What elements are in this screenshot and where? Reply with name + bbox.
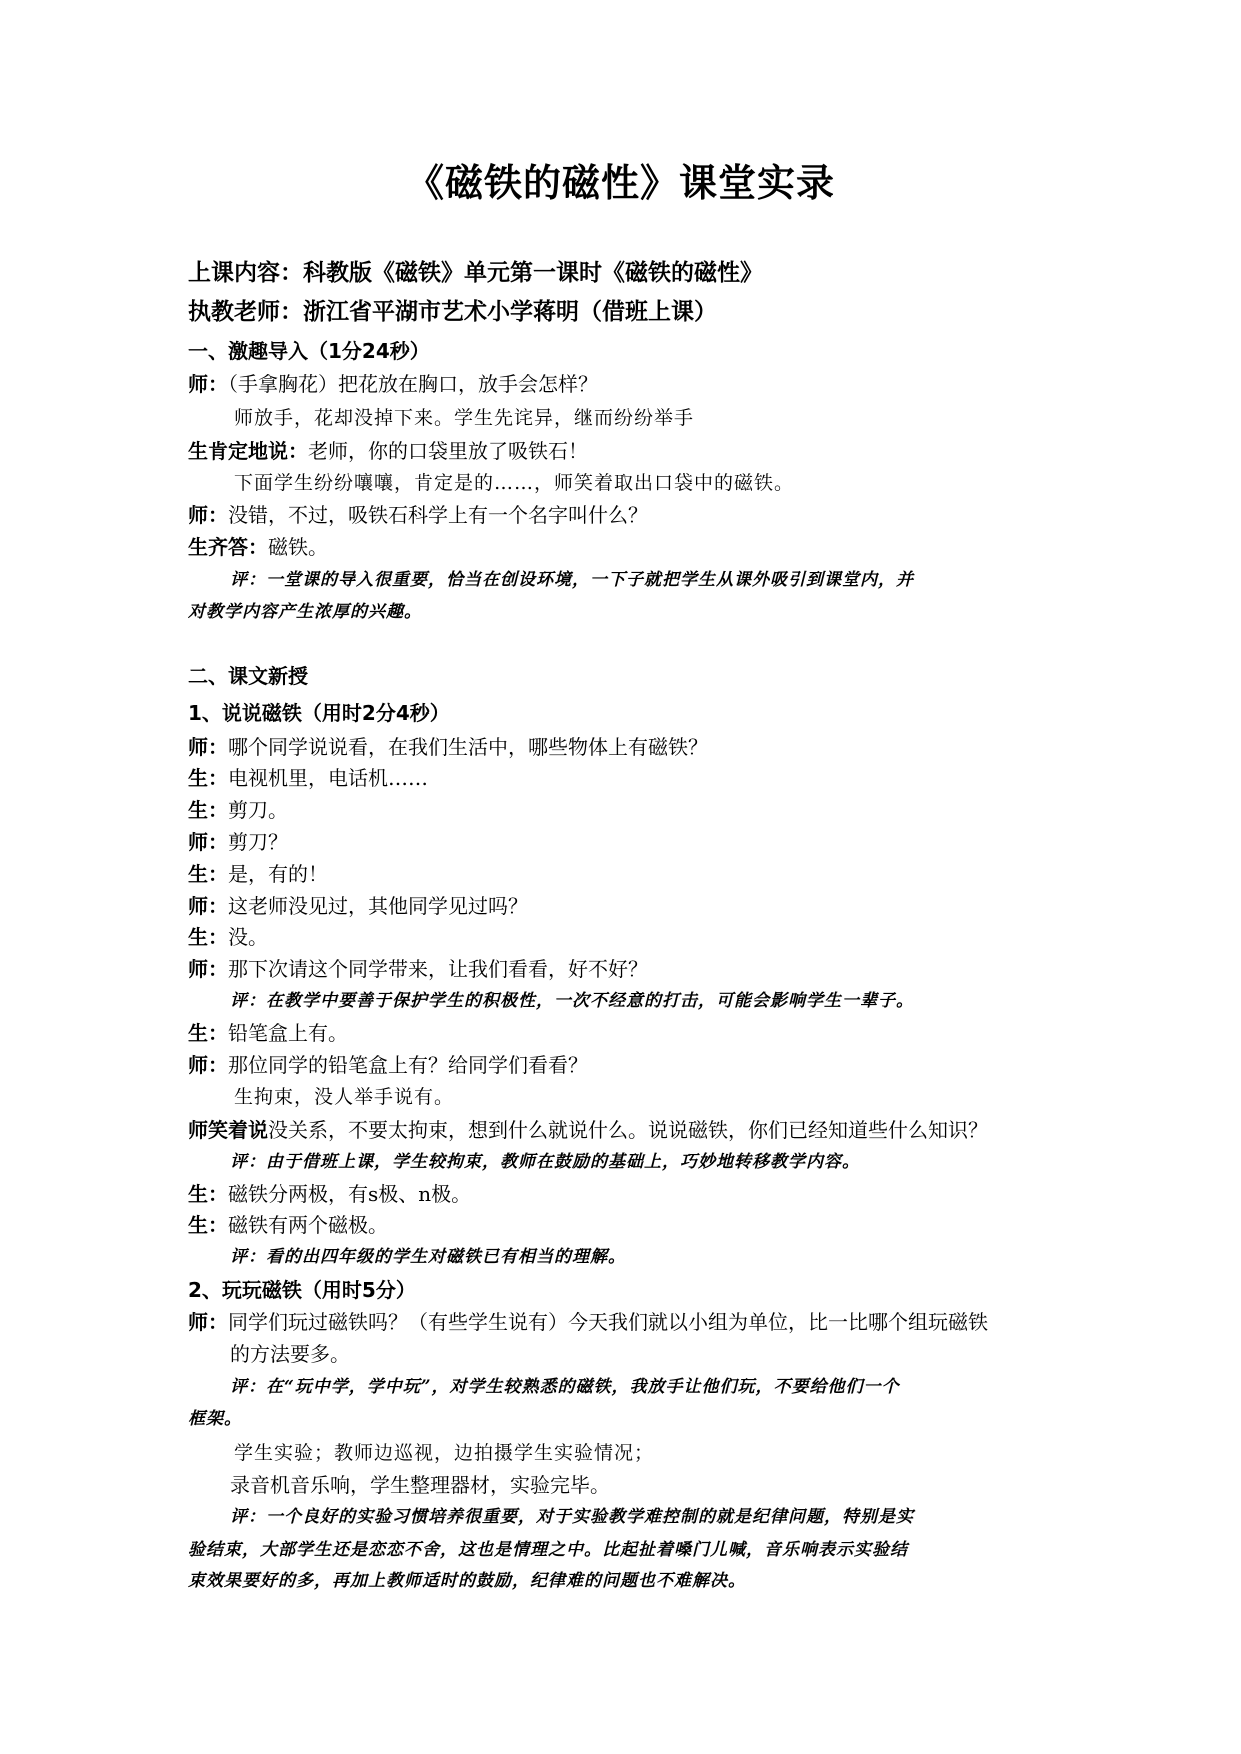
speaker-label: 生： [188, 1182, 228, 1206]
course-info: 上课内容：科教版《磁铁》单元第一课时《磁铁的磁性》 [188, 260, 763, 286]
dialog-line [188, 797, 288, 823]
dialog-text: 磁铁。 [268, 535, 328, 559]
speaker-label: 师： [188, 894, 228, 918]
dialog-line [188, 534, 328, 560]
commentary-line: 评：在教学中要善于保护学生的积极性，一次不经意的打击，可能会影响学生一辈子。 [230, 991, 914, 1011]
speaker-label: 师： [188, 830, 228, 854]
commentary-line: 评：在“玩中学，学中玩”，对学生较熟悉的磁铁，我放手让他们玩，不要给他们一个 [230, 1377, 900, 1397]
speaker-label: 师笑着说 [188, 1118, 268, 1142]
document-title: 《磁铁的磁性》课堂实录 [405, 161, 835, 205]
commentary-line: 评：一堂课的导入很重要，恰当在创设环境，一下子就把学生从课外吸引到课堂内，并 [230, 570, 914, 590]
dialog-line [188, 1117, 988, 1143]
dialog-text: 电视机里，电话机…… [228, 766, 428, 790]
dialog-line [188, 861, 328, 887]
text-line: 录音机音乐响，学生整理器材，实验完毕。 [230, 1473, 610, 1497]
dialog-line [188, 438, 588, 464]
dialog-line [188, 734, 708, 760]
narration-line: 下面学生纷纷嚷嚷，肯定是的……，师笑着取出口袋中的磁铁。 [234, 472, 795, 494]
speaker-label: 生： [188, 798, 228, 822]
section-heading: 二、课文新授 [188, 664, 308, 688]
dialog-text: 剪刀？ [228, 830, 288, 854]
speaker-label: 师： [188, 372, 228, 396]
dialog-line [188, 371, 598, 397]
narration-line: 学生实验；教师边巡视，边拍摄学生实验情况； [234, 1442, 655, 1464]
dialog-text: 同学们玩过磁铁吗？（有些学生说有）今天我们就以小组为单位，比一比哪个组玩磁铁 [228, 1310, 988, 1334]
speaker-label: 师： [188, 735, 228, 759]
dialog-line [188, 924, 268, 950]
dialog-text: 没错，不过，吸铁石科学上有一个名字叫什么？ [228, 503, 648, 527]
dialog-line [188, 765, 428, 791]
dialog-text: 哪个同学说说看，在我们生活中，哪些物体上有磁铁？ [228, 735, 708, 759]
commentary-line: 框架。 [188, 1409, 242, 1429]
dialog-line [188, 893, 528, 919]
speaker-label: 师： [188, 1310, 228, 1334]
dialog-text: 老师，你的口袋里放了吸铁石！ [308, 439, 588, 463]
dialog-text: 没。 [228, 925, 268, 949]
dialog-line [188, 1181, 471, 1207]
section-heading: 1、说说磁铁（用时2分4秒） [188, 701, 450, 725]
dialog-text: （手拿胸花）把花放在胸口，放手会怎样？ [228, 372, 598, 396]
dialog-text: 磁铁分两极，有s极、n极。 [228, 1182, 472, 1206]
speaker-label: 生： [188, 766, 228, 790]
dialog-line [188, 1052, 588, 1078]
section-heading: 一、激趣导入（1分24秒） [188, 339, 430, 363]
speaker-label: 师： [188, 503, 228, 527]
speaker-label: 生： [188, 925, 228, 949]
speaker-label: 生齐答： [188, 535, 268, 559]
dialog-line [188, 829, 288, 855]
narration-line: 师放手，花却没掉下来。学生先诧异，继而纷纷举手 [234, 407, 695, 429]
section-heading: 2、玩玩磁铁（用时5分） [188, 1278, 416, 1302]
dialog-line [188, 956, 648, 982]
dialog-text: 那下次请这个同学带来，让我们看看，好不好？ [228, 957, 648, 981]
dialog-line [188, 502, 648, 528]
speaker-label: 师： [188, 1053, 228, 1077]
dialog-text: 剪刀。 [228, 798, 288, 822]
speaker-label: 师： [188, 957, 228, 981]
teacher-info: 执教老师：浙江省平湖市艺术小学蒋明（借班上课） [188, 299, 717, 325]
speaker-label: 生： [188, 862, 228, 886]
commentary-line: 评：看的出四年级的学生对磁铁已有相当的理解。 [230, 1247, 626, 1267]
text-line: 的方法要多。 [230, 1342, 350, 1366]
narration-line: 生拘束，没人举手说有。 [234, 1086, 455, 1108]
dialog-text: 这老师没见过，其他同学见过吗？ [228, 894, 528, 918]
speaker-label: 生： [188, 1213, 228, 1237]
dialog-text: 磁铁有两个磁极。 [228, 1213, 388, 1237]
commentary-line: 验结束，大部学生还是恋恋不舍，这也是情理之中。比起扯着嗓门儿喊，音乐响表示实验结 [188, 1540, 908, 1560]
commentary-line: 对教学内容产生浓厚的兴趣。 [188, 602, 422, 622]
commentary-line: 束效果要好的多，再加上教师适时的鼓励，纪律难的问题也不难解决。 [188, 1571, 746, 1591]
dialog-text: 那位同学的铅笔盒上有？给同学们看看？ [228, 1053, 588, 1077]
speaker-label: 生： [188, 1021, 228, 1045]
dialog-line [188, 1309, 988, 1335]
speaker-label: 生肯定地说： [188, 439, 308, 463]
commentary-line: 评：由于借班上课，学生较拘束，教师在鼓励的基础上，巧妙地转移教学内容。 [230, 1152, 860, 1172]
dialog-line [188, 1212, 388, 1238]
dialog-text: 没关系，不要太拘束，想到什么就说什么。说说磁铁，你们已经知道些什么知识？ [268, 1118, 988, 1142]
dialog-line [188, 1020, 348, 1046]
dialog-text: 铅笔盒上有。 [228, 1021, 348, 1045]
commentary-line: 评：一个良好的实验习惯培养很重要，对于实验教学难控制的就是纪律问题，特别是实 [230, 1507, 914, 1527]
dialog-text: 是，有的！ [228, 862, 328, 886]
